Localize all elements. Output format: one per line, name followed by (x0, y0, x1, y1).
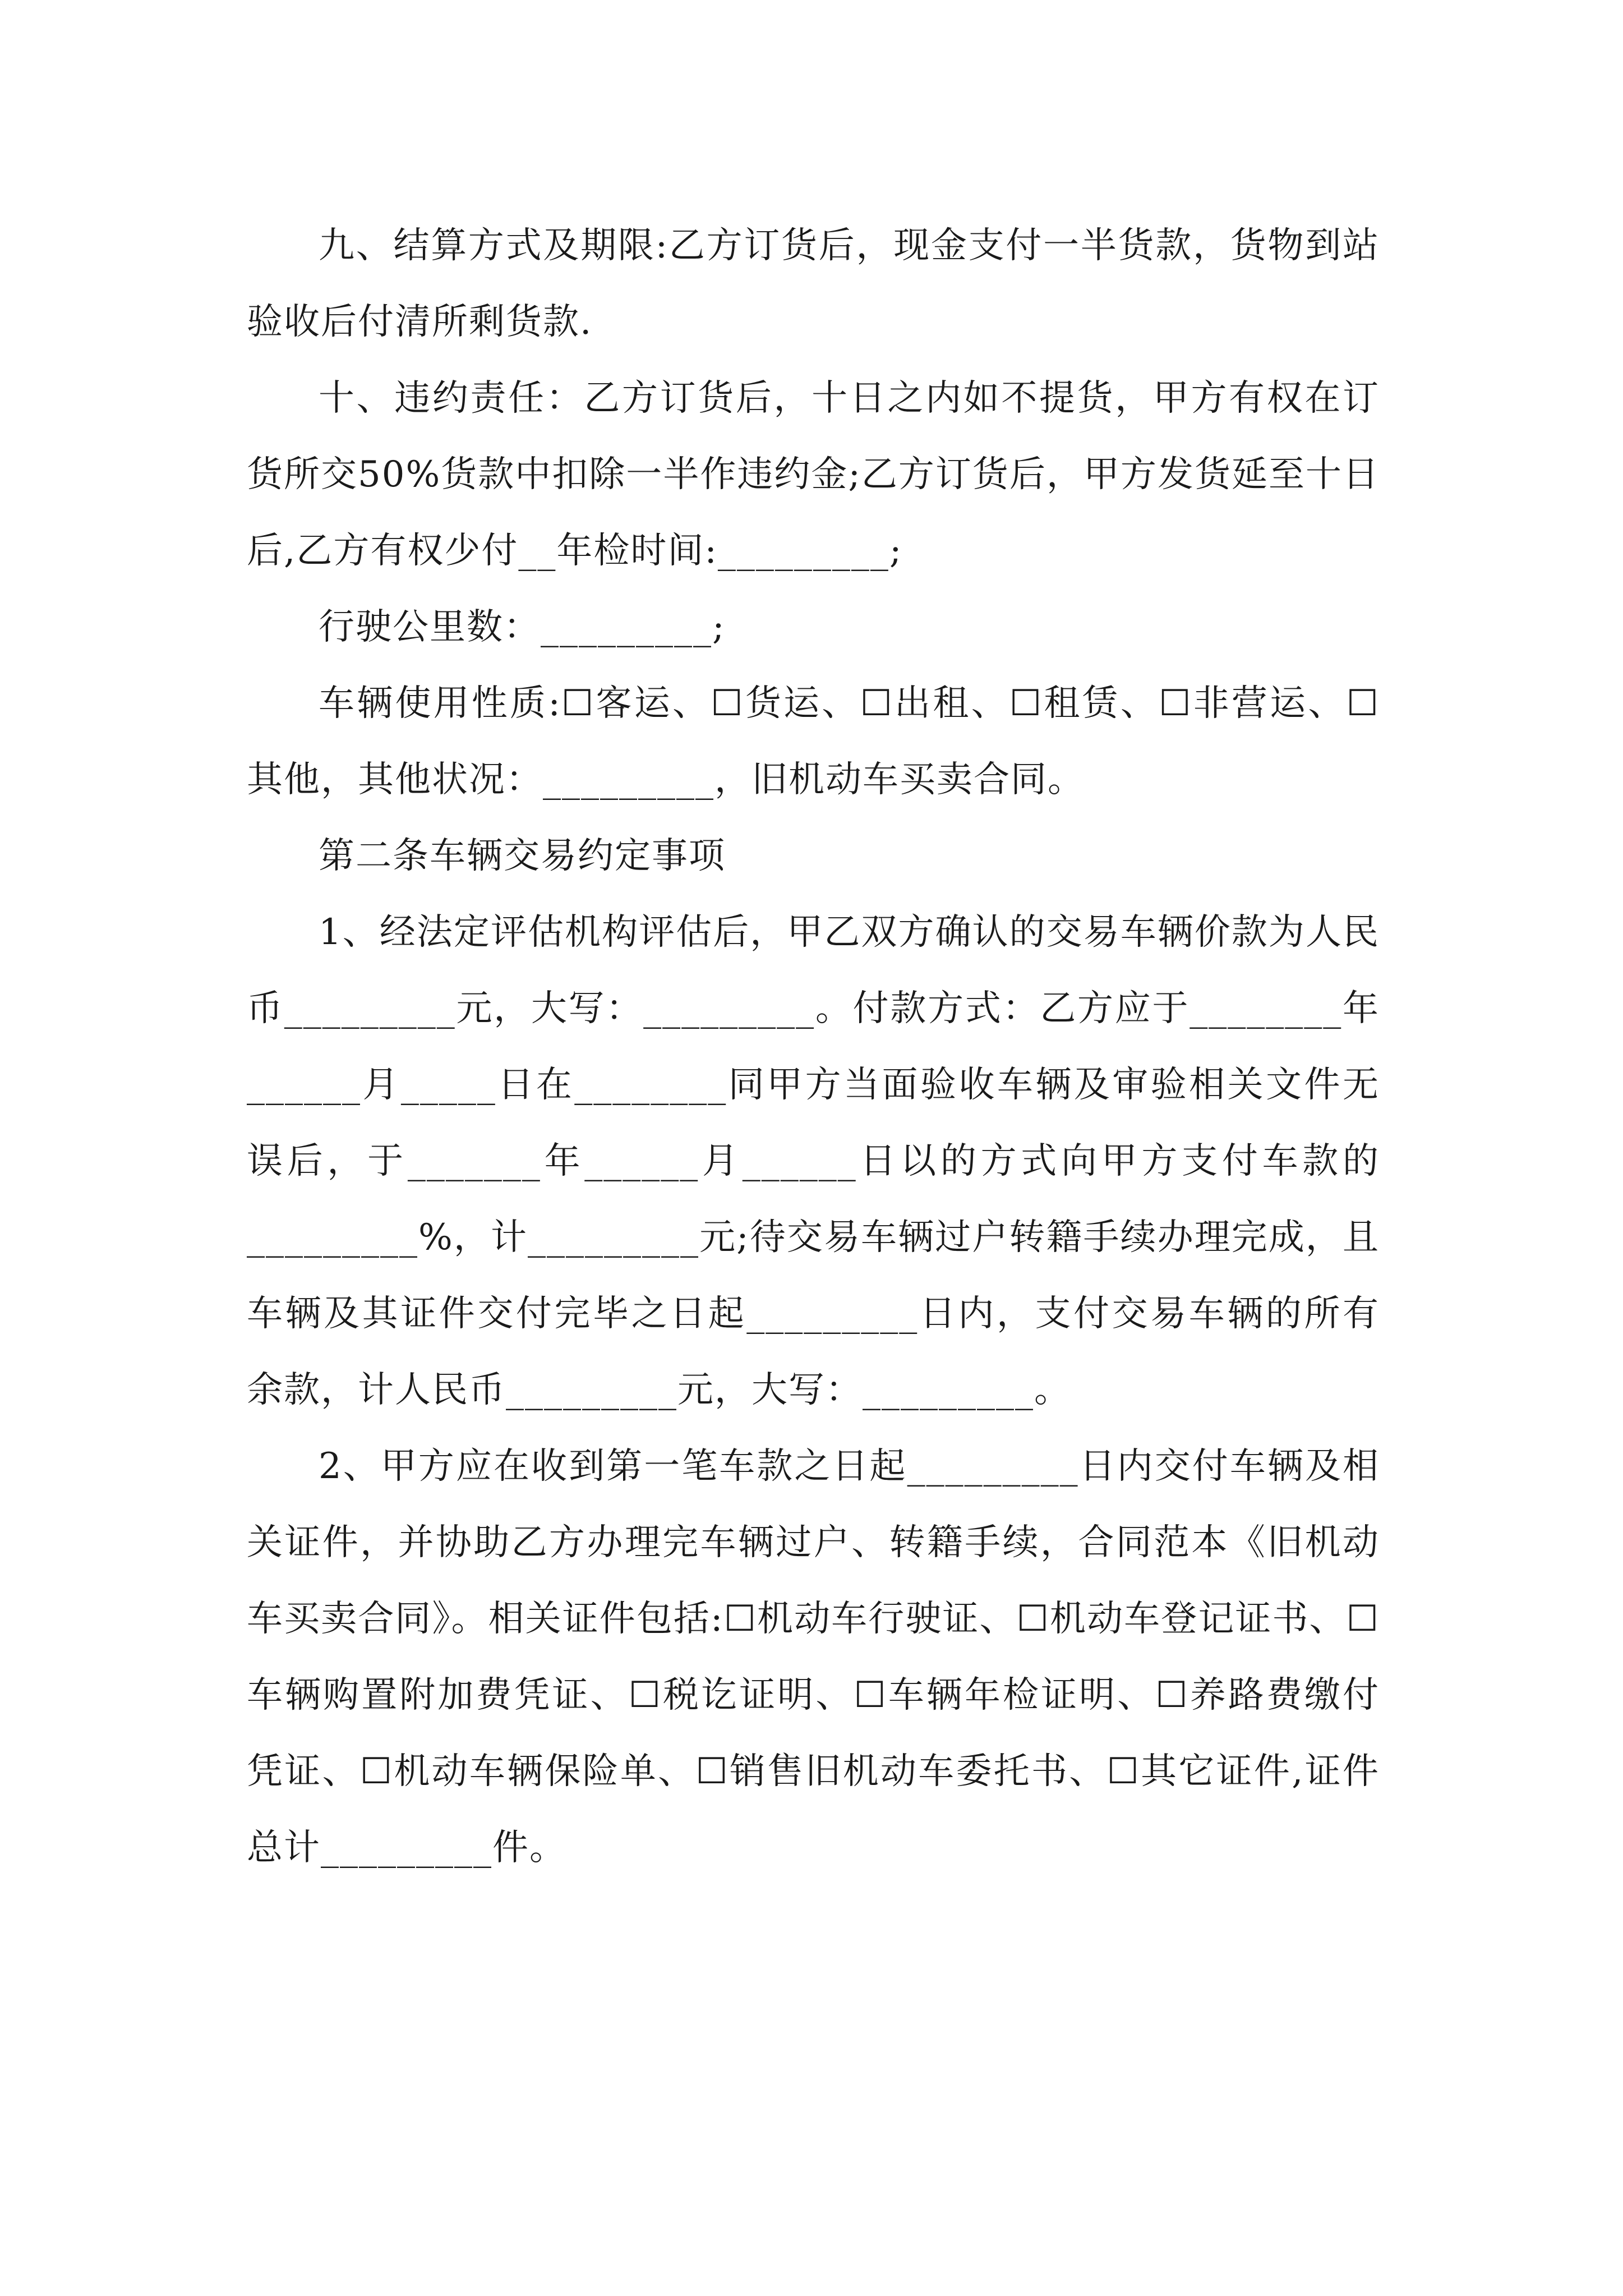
paragraph-clause-2: 2、甲方应在收到第一笔车款之日起_________日内交付车辆及相关证件，并协助乙方办理完车辆过户、转籍手续，合同范本《旧机动车买卖合同》。相关证件包括:☐机动车行驶证、☐机动车登记证书、☐车辆购置附加费凭证、☐税讫证明、☐车辆年检证明、☐养路费缴付凭证、☐机动车辆保险单、☐销售旧机动车委托书、☐其它证件,证件总计_________件。 (247, 1446, 1380, 1869)
contract-body (247, 208, 1380, 1886)
paragraph-liability: 十、违约责任：乙方订货后，十日之内如不提货，甲方有权在订货所交50%货款中扣除一半作违约金;乙方订货后，甲方发货延至十日后,乙方有权少付__年检时间:_________; (247, 378, 1380, 572)
paragraph-clause-1: 1、经法定评估机构评估后，甲乙双方确认的交易车辆价款为人民币_________元，大写：_________。付款方式：乙方应于________年______月_____日在________同甲方当面验收车辆及审验相关文件无误后，于_______年______月______日以的方式向甲方支付车款的_________%，计_________元;待交易车辆过户转籍手续办理完成，且车辆及其证件交付完毕之日起_________日内，支付交易车辆的所有余款，计人民币_________元，大写：_________。 (247, 912, 1380, 1411)
paragraph-vehicle-usage: 车辆使用性质:☐客运、☐货运、☐出租、☐租赁、☐非营运、☐其他，其他状况：_________，旧机动车买卖合同。 (247, 683, 1380, 800)
paragraph-settlement: 九、结算方式及期限:乙方订货后，现金支付一半货款，货物到站验收后付清所剩货款. (247, 225, 1380, 343)
paragraph-mileage: 行驶公里数：_________; (319, 606, 726, 648)
section-heading-article-2: 第二条车辆交易约定事项 (319, 835, 726, 877)
